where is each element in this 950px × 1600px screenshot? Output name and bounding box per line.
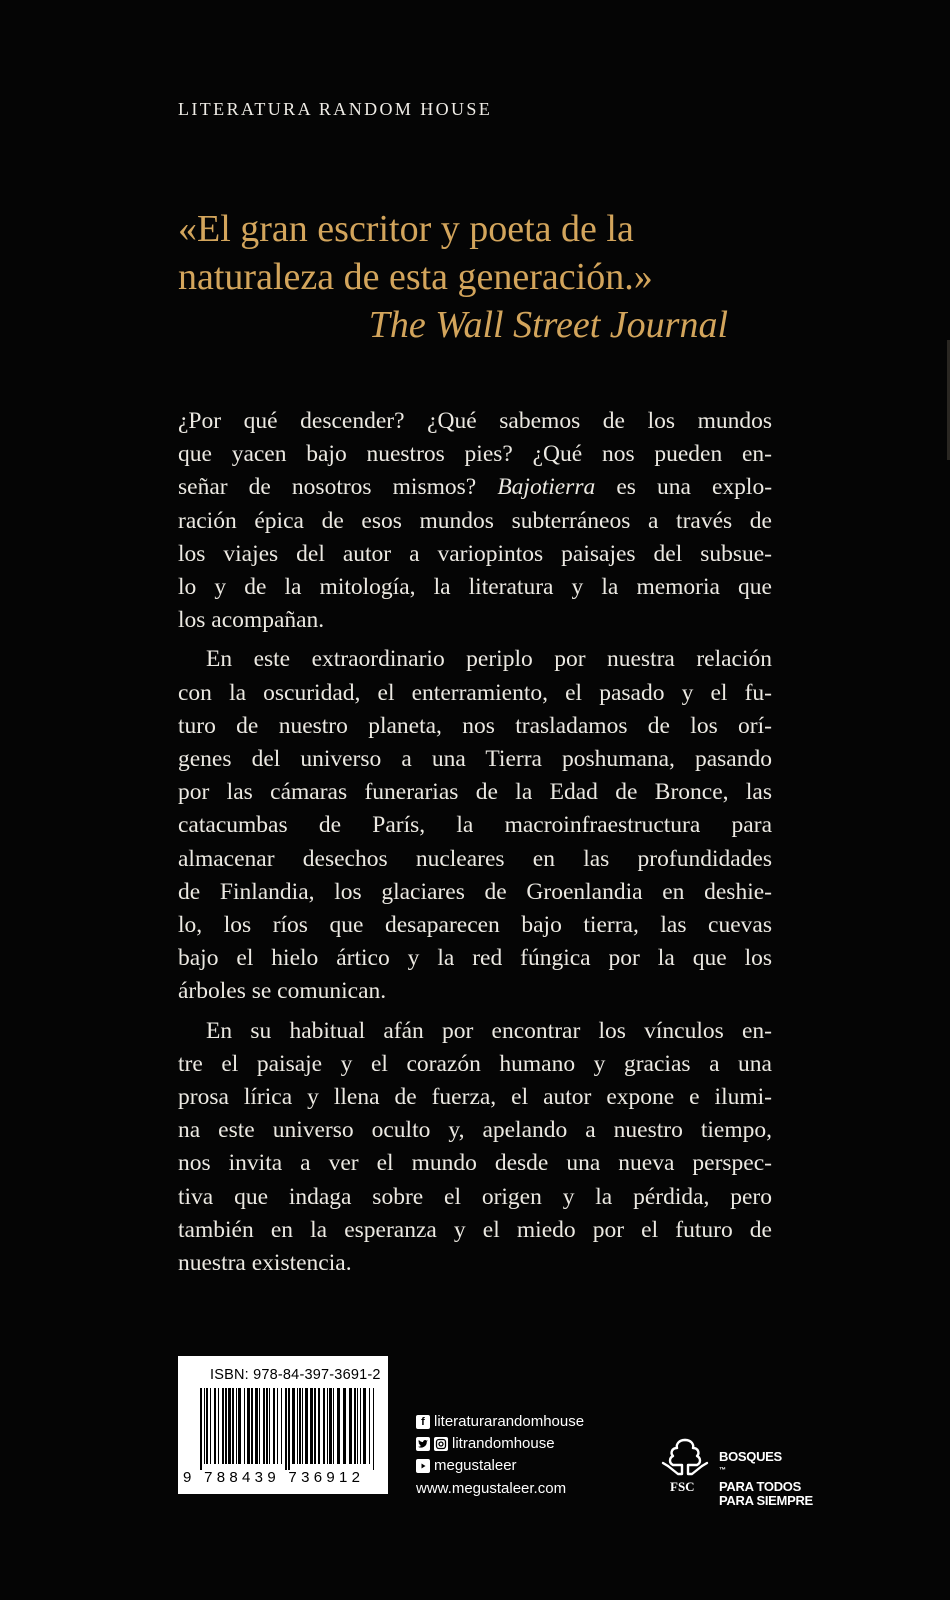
synopsis-line: bajo el hielo ártico y la red fúngica por la que los [178, 945, 772, 972]
synopsis-line: los viajes del autor a variopintos paisajes del subsue- [178, 540, 772, 567]
fsc-slogan [719, 1450, 813, 1508]
fsc-slogan-line: PARA TODOS [719, 1479, 801, 1495]
synopsis-line: na este universo oculto y, apelando a nuestro tiempo, [178, 1117, 772, 1144]
book-title: Bajotierra [497, 474, 596, 501]
youtube-icon [416, 1459, 430, 1473]
synopsis-line: ¿Por qué descender? ¿Qué sabemos de los mundos [178, 408, 772, 434]
barcode-digits: 9 788439 736912 [183, 1469, 365, 1486]
press-quote [178, 205, 778, 349]
twitter-instagram-handle: litrandomhouse [452, 1435, 555, 1452]
synopsis-line: almacenar desechos nucleares en las profundidades [178, 845, 772, 872]
fsc-slogan-line: BOSQUES ™ [719, 1449, 782, 1474]
synopsis-line: turo de nuestro planeta, nos trasladamos de los orí- [178, 712, 772, 739]
synopsis-line: tre el paisaje y el corazón humano y gracias a una [178, 1050, 772, 1077]
social-links [416, 1411, 584, 1500]
synopsis [178, 405, 772, 1280]
isbn-text: ISBN: 978-84-397-3691-2 [210, 1367, 381, 1383]
synopsis-line [178, 471, 772, 504]
instagram-icon [434, 1437, 448, 1451]
synopsis-line: con la oscuridad, el enterramiento, el pasado y el fu- [178, 679, 772, 706]
publisher-name: LITERATURA RANDOM HOUSE [178, 99, 493, 119]
synopsis-line: En este extraordinario periplo por nuestra relación [206, 646, 772, 673]
barcode-bars [198, 1388, 378, 1470]
synopsis-line: por las cámaras funerarias de la Edad de Bronce, las [178, 779, 772, 806]
fsc-slogan-line: PARA SIEMPRE [719, 1493, 813, 1509]
quote-line-1: «El gran escritor y poeta de la [178, 208, 634, 250]
fsc-logo [660, 1436, 840, 1509]
quote-line-2: naturaleza de esta generación.» [178, 256, 653, 298]
quote-source: The Wall Street Journal [368, 304, 728, 346]
website-link[interactable] [416, 1478, 584, 1500]
synopsis-line: árboles se comunican. [178, 978, 387, 1005]
youtube-link[interactable] [416, 1455, 584, 1477]
fsc-label: FSC [670, 1479, 695, 1494]
synopsis-line: genes del universo a una Tierra poshumana, pasando [178, 746, 772, 773]
synopsis-line: nuestra existencia. [178, 1250, 352, 1277]
facebook-handle: literaturarandomhouse [434, 1413, 585, 1430]
synopsis-line: que yacen bajo nuestros pies? ¿Qué nos pueden en- [178, 441, 772, 468]
synopsis-line: lo, los ríos que desaparecen bajo tierra, las cuevas [178, 912, 772, 939]
youtube-handle: megustaleer [434, 1457, 517, 1474]
synopsis-line: catacumbas de París, la macroinfraestructura para [178, 812, 772, 839]
facebook-link[interactable] [416, 1411, 584, 1433]
synopsis-segment: es una explo- [616, 474, 773, 501]
synopsis-line: tiva que indaga sobre el origen y la pérdida, pero [178, 1183, 772, 1210]
synopsis-segment: señar de nosotros mismos? [178, 474, 477, 501]
synopsis-line: lo y de la mitología, la literatura y la memoria que [178, 574, 772, 601]
synopsis-line: ración épica de esos mundos subterráneos a través de [178, 507, 772, 534]
twitter-icon [416, 1437, 430, 1451]
synopsis-line: también en la esperanza y el miedo por el futuro de [178, 1216, 772, 1243]
synopsis-line: de Finlandia, los glaciares de Groenlandia en deshie- [178, 878, 772, 905]
fsc-tree-icon [660, 1436, 710, 1480]
synopsis-line: prosa lírica y llena de fuerza, el autor expone e ilumi- [178, 1084, 772, 1111]
isbn-barcode [178, 1356, 388, 1494]
website-url: www.megustaleer.com [416, 1480, 567, 1497]
synopsis-line: En su habitual afán por encontrar los vínculos en- [206, 1017, 772, 1044]
synopsis-line: los acompañan. [178, 607, 325, 634]
synopsis-line: nos invita a ver el mundo desde una nueva perspec- [178, 1150, 772, 1177]
twitter-instagram-link[interactable] [416, 1433, 584, 1455]
facebook-icon: f [416, 1415, 430, 1429]
